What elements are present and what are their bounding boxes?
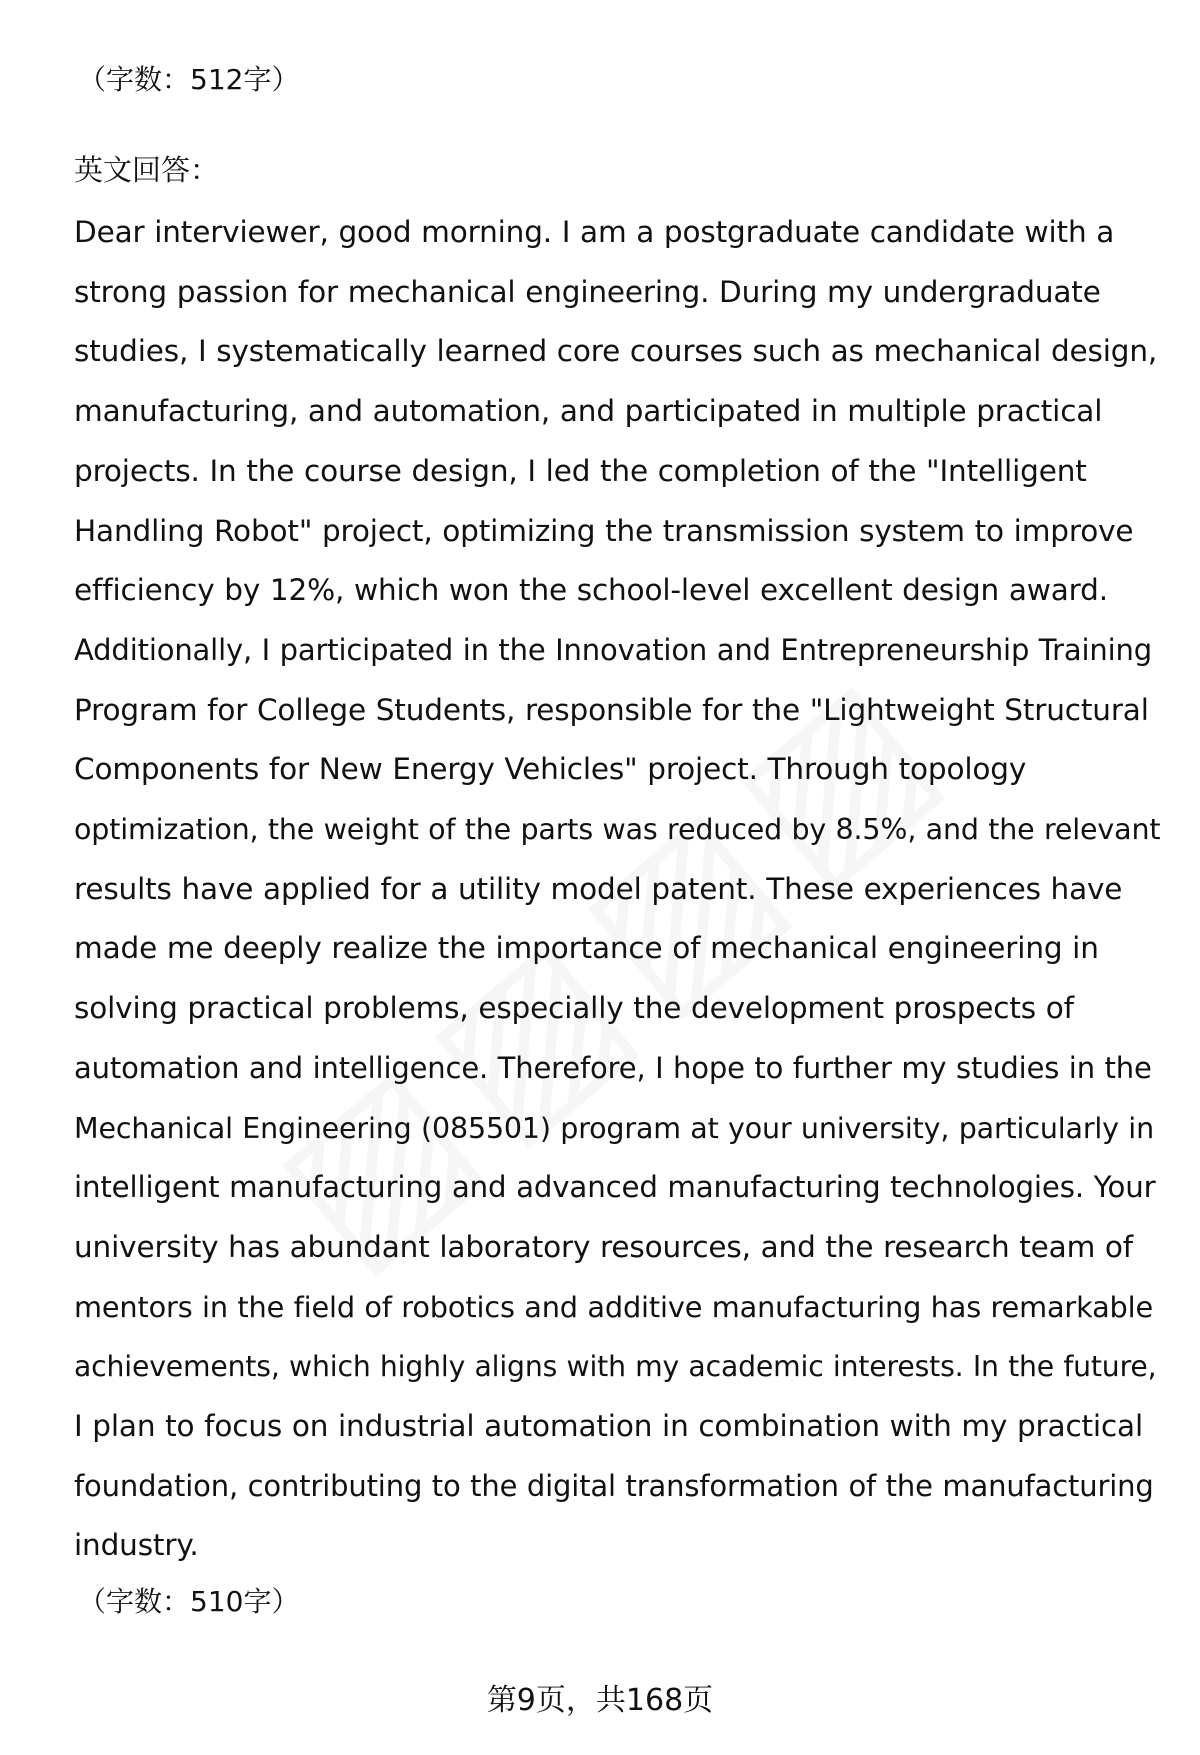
answer-line: results have applied for a utility model patent. These experiences have	[74, 871, 1123, 906]
answer-line: efficiency by 12%, which won the school-level excellent design award.	[74, 573, 1108, 608]
answer-line: Mechanical Engineering (085501) program at your university, particularly in	[74, 1111, 1154, 1145]
answer-line: Additionally, I participated in the Innovation and Entrepreneurship Training	[74, 632, 1153, 667]
answer-line: achievements, which highly aligns with my academic interests. In the future,	[74, 1350, 1157, 1384]
word-count-top: （字数：512字）	[78, 63, 300, 96]
answer-line: strong passion for mechanical engineering. During my undergraduate	[74, 274, 1101, 309]
answer-body	[74, 203, 1160, 1576]
answer-line: studies, I systematically learned core courses such as mechanical design,	[74, 334, 1158, 369]
answer-line: intelligent manufacturing and advanced manufacturing technologies. Your	[74, 1170, 1156, 1205]
page-footer: 第9页，共168页	[486, 1683, 714, 1718]
answer-line: Dear interviewer, good morning. I am a postgraduate candidate with a	[74, 215, 1115, 249]
answer-line: Handling Robot" project, optimizing the transmission system to improve	[74, 513, 1134, 548]
answer-line: solving practical problems, especially the development prospects of	[74, 991, 1074, 1026]
answer-line: projects. In the course design, I led the completion of the "Intelligent	[74, 453, 1087, 488]
answer-line: made me deeply realize the importance of mechanical engineering in	[74, 931, 1099, 966]
answer-line: optimization, the weight of the parts was reduced by 8.5%, and the relevant	[74, 813, 1161, 847]
answer-line: industry.	[74, 1528, 199, 1563]
answer-line: foundation, contributing to the digital transformation of the manufacturing	[74, 1468, 1154, 1503]
answer-line: manufacturing, and automation, and participated in multiple practical	[74, 394, 1103, 429]
answer-line: I plan to focus on industrial automation in combination with my practical	[74, 1409, 1144, 1444]
answer-label: 英文回答：	[74, 153, 220, 187]
answer-line: Program for College Students, responsible for the "Lightweight Structural	[74, 692, 1149, 727]
answer-line: Components for New Energy Vehicles" project. Through topology	[74, 752, 1027, 787]
answer-line: automation and intelligence. Therefore, I hope to further my studies in the	[74, 1050, 1152, 1085]
answer-line: university has abundant laboratory resources, and the research team of	[74, 1229, 1134, 1264]
answer-line: mentors in the field of robotics and additive manufacturing has remarkable	[74, 1289, 1154, 1324]
word-count-bottom: （字数：510字）	[78, 1585, 300, 1618]
